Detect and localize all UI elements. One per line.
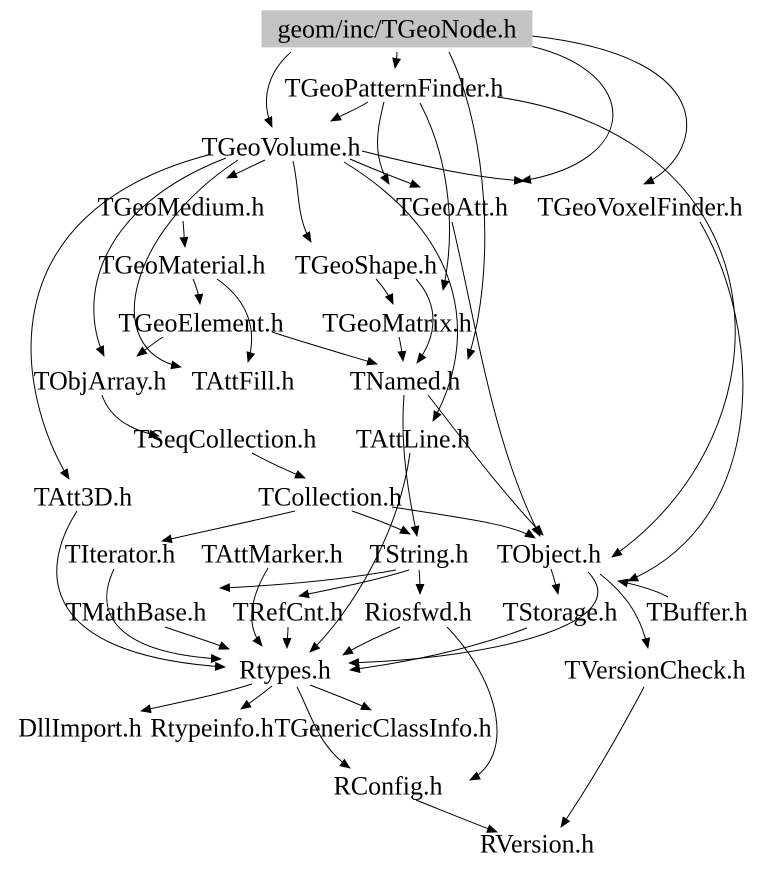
graph-node-tattline[interactable]: TAttLine.h [355, 424, 471, 454]
graph-node-tgeoatt[interactable]: TGeoAtt.h [396, 192, 508, 222]
graph-node-tobjarray[interactable]: TObjArray.h [33, 366, 167, 396]
graph-node-trefcnt[interactable]: TRefCnt.h [232, 597, 344, 627]
graph-node-tatt3d[interactable]: TAtt3D.h [33, 482, 133, 512]
graph-node-rconfig[interactable]: RConfig.h [333, 771, 443, 801]
graph-node-tgeoelement[interactable]: TGeoElement.h [118, 308, 284, 338]
graph-node-tstring[interactable]: TString.h [369, 539, 469, 569]
graph-node-tstorage[interactable]: TStorage.h [502, 597, 618, 627]
graph-node-rversion[interactable]: RVersion.h [479, 829, 595, 859]
graph-node-tgeoshape[interactable]: TGeoShape.h [294, 250, 438, 280]
graph-node-tcollection[interactable]: TCollection.h [258, 482, 402, 512]
graph-node-tattfill[interactable]: TAttFill.h [191, 366, 295, 396]
graph-node-tgeomedium[interactable]: TGeoMedium.h [97, 192, 265, 222]
graph-node-rtypeinfo[interactable]: Rtypeinfo.h [150, 713, 274, 743]
graph-node-tgeonode: geom/inc/TGeoNode.h [262, 10, 533, 47]
graph-node-tmathbase[interactable]: TMathBase.h [65, 597, 207, 627]
graph-node-rtypes[interactable]: Rtypes.h [239, 655, 331, 685]
graph-node-tattmarker[interactable]: TAttMarker.h [201, 539, 343, 569]
graph-node-titerator[interactable]: TIterator.h [64, 539, 176, 569]
graph-node-tseqcollection[interactable]: TSeqCollection.h [133, 424, 317, 454]
graph-node-tbuffer[interactable]: TBuffer.h [646, 597, 748, 627]
graph-node-dllimport[interactable]: DllImport.h [18, 713, 142, 743]
graph-node-tnamed[interactable]: TNamed.h [349, 366, 461, 396]
graph-node-tversioncheck[interactable]: TVersionCheck.h [564, 655, 746, 685]
graph-node-tgeopatternfinder[interactable]: TGeoPatternFinder.h [284, 73, 504, 103]
graph-node-tgeomaterial[interactable]: TGeoMaterial.h [98, 250, 266, 280]
graph-node-tobject[interactable]: TObject.h [496, 539, 602, 569]
graph-node-tgenericclassinfo[interactable]: TGenericClassInfo.h [274, 713, 492, 743]
graph-node-tgeovolume[interactable]: TGeoVolume.h [201, 132, 361, 162]
graph-node-tgeovoxelfinder[interactable]: TGeoVoxelFinder.h [537, 192, 743, 222]
graph-node-riosfwd[interactable]: Riosfwd.h [364, 597, 472, 627]
graph-node-tgeomatrix[interactable]: TGeoMatrix.h [322, 308, 472, 338]
